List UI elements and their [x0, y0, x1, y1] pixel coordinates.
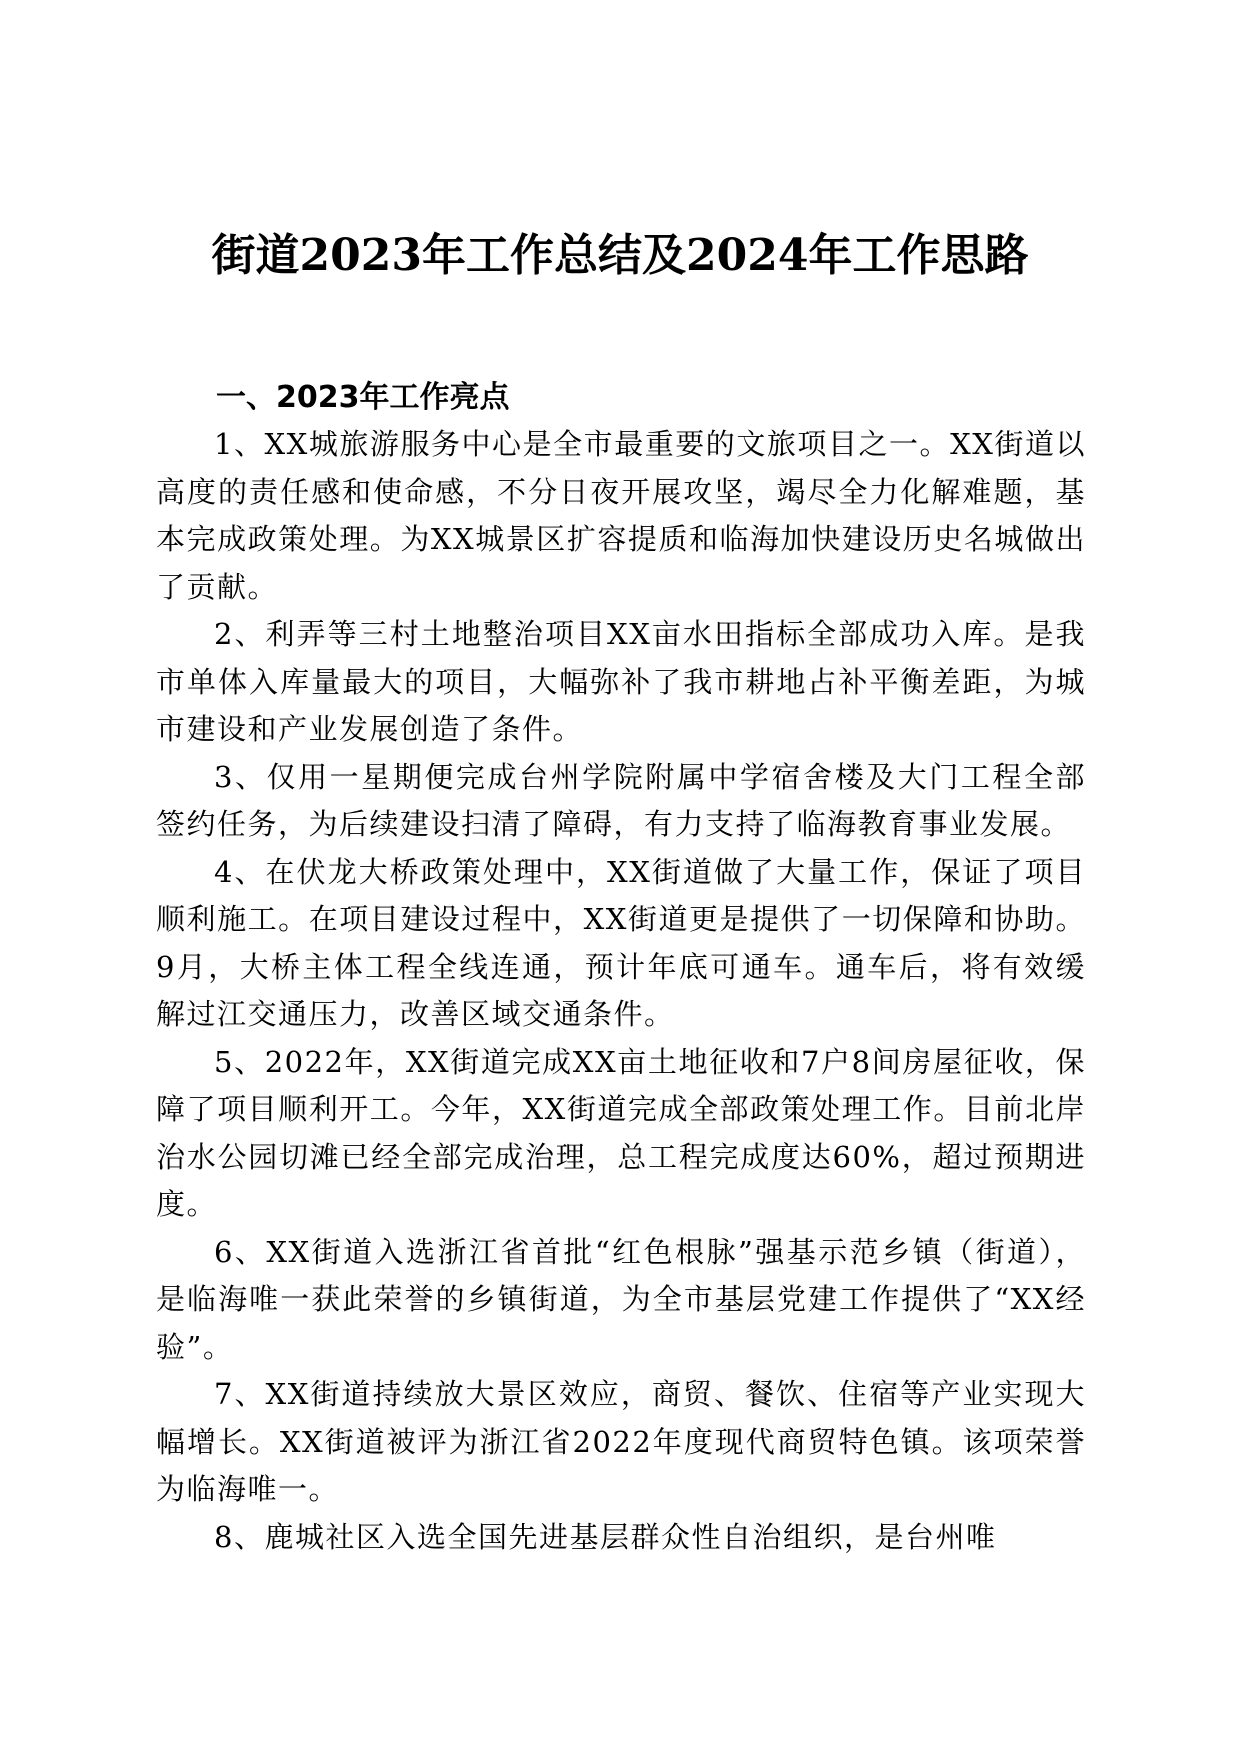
paragraph-6: 6、XX街道入选浙江省首批“红色根脉”强基示范乡镇（街道），是临海唯一获此荣誉的乡镇街道，为全市基层党建工作提供了“XX经验”。 — [156, 1234, 1086, 1364]
paragraph-1: 1、XX城旅游服务中心是全市最重要的文旅项目之一。XX街道以高度的责任感和使命感，不分日夜开展攻坚，竭尽全力化解难题，基本完成政策处理。为XX城景区扩容提质和临海加快建设历史名城做出了贡献。 — [156, 427, 1086, 604]
paragraph-3: 3、仅用一星期便完成台州学院附属中学宿舍楼及大门工程全部签约任务，为后续建设扫清了障碍，有力支持了临海教育事业发展。 — [156, 759, 1086, 841]
paragraph-4: 4、在伏龙大桥政策处理中，XX街道做了大量工作，保证了项目顺利施工。在项目建设过程中，XX街道更是提供了一切保障和协助。9月，大桥主体工程全线连通，预计年底可通车。通车后，将有效缓解过江交通压力，改善区域交通条件。 — [156, 854, 1086, 1031]
paragraph-7: 7、XX街道持续放大景区效应，商贸、餐饮、住宿等产业实现大幅增长。XX街道被评为浙江省2022年度现代商贸特色镇。该项荣誉为临海唯一。 — [156, 1377, 1086, 1506]
paragraph-2: 2、利弄等三村土地整治项目XX亩水田指标全部成功入库。是我市单体入库量最大的项目，大幅弥补了我市耕地占补平衡差距，为城市建设和产业发展创造了条件。 — [156, 617, 1086, 746]
document-title: 街道2023年工作总结及2024年工作思路 — [211, 230, 1029, 281]
section-heading: 一、2023年工作亮点 — [216, 380, 510, 415]
document-body — [156, 421, 1086, 1561]
paragraph-5: 5、2022年，XX街道完成XX亩土地征收和7户8间房屋征收，保障了项目顺利开工。今年，XX街道完成全部政策处理工作。目前北岸治水公园切滩已经全部完成治理，总工程完成度达60%，超过预期进度。 — [156, 1044, 1086, 1221]
paragraph-8: 8、鹿城社区入选全国先进基层群众性自治组织，是台州唯 — [214, 1519, 997, 1554]
